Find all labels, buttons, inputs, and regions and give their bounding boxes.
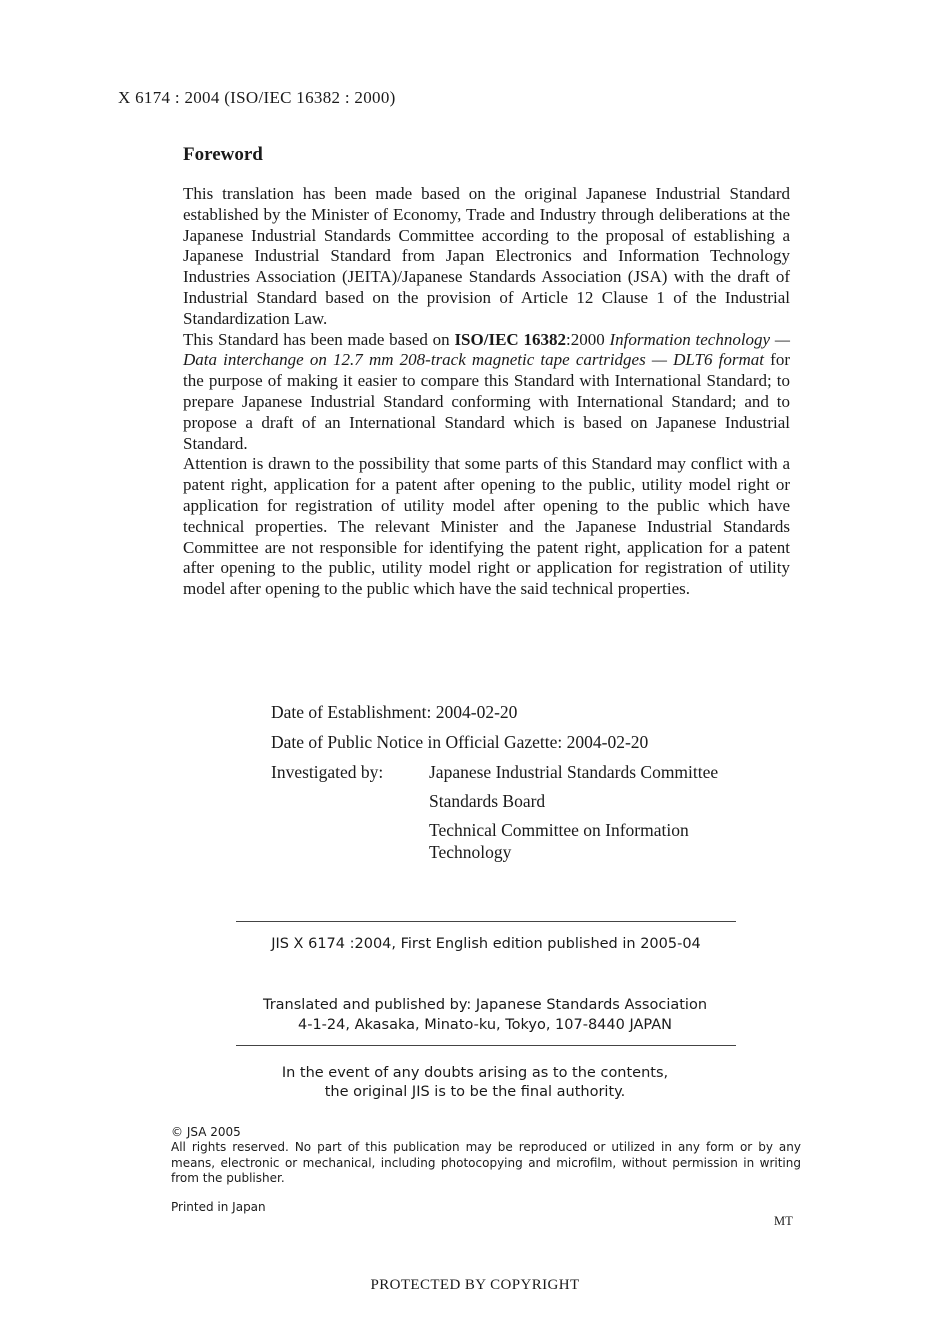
foreword-paragraph-1: This translation has been made based on the original Japanese Industrial Standard established by the Minister of Economy, Trade and Industry through deliberations at the Japanese Industrial Standards Committee according to the proposal of establishing a Japanese Industrial Standard from Japan Electronics and Information Technology Industries Association (JEITA)/Japanese Standards Association (JSA) with the draft of Industrial Standard based on the provision of Article 12 Clause 1 of the Industrial Standardization Law. bbox=[183, 184, 790, 328]
investigator: Japanese Industrial Standards Committee bbox=[429, 762, 719, 782]
publisher-address: 4-1-24, Akasaka, Minato-ku, Tokyo, 107-8440 JAPAN bbox=[297, 1017, 672, 1033]
foreword-paragraph-2 bbox=[183, 330, 790, 455]
printed-in: Printed in Japan bbox=[171, 1200, 266, 1214]
investigators-list bbox=[429, 761, 759, 863]
protected-footer: PROTECTED BY COPYRIGHT bbox=[370, 1277, 580, 1293]
publisher-block bbox=[200, 995, 770, 1035]
translated-by: Translated and published by: Japanese Standards Association bbox=[262, 997, 708, 1013]
para2-rest: for the purpose of making it easier to compare this Standard with International Standard; to prepare Japanese Industrial Standard conforming with International Standard; and to propose a draft of an International Standard which is based on Japanese Industrial Standard. bbox=[183, 350, 790, 453]
document-header: X 6174 : 2004 (ISO/IEC 16382 : 2000) bbox=[118, 88, 396, 107]
doubts-line-1: In the event of any doubts arising as to the contents, bbox=[281, 1065, 669, 1081]
foreword-body bbox=[183, 184, 790, 600]
foreword-title: Foreword bbox=[183, 144, 263, 165]
edition-line: JIS X 6174 :2004, First English edition published in 2005-04 bbox=[271, 936, 701, 952]
iso-title: Information technology — Data interchange on 12.7 mm 208-track magnetic tape cartridges — DLT6 format bbox=[183, 329, 790, 370]
authority-note bbox=[200, 1064, 750, 1102]
para2-intro: This Standard has been made based on bbox=[183, 329, 455, 349]
investigated-by-label: Investigated by: bbox=[271, 762, 384, 782]
date-of-establishment: Date of Establishment: 2004-02-20 bbox=[271, 702, 518, 722]
rights-statement: All rights reserved. No part of this publication may be reproduced or utilized in any form or by any means, electronic or mechanical, including photocopying and microfilm, without permission in writing from the publisher. bbox=[171, 1140, 801, 1185]
iso-reference-year: :2000 bbox=[565, 329, 610, 349]
divider bbox=[236, 921, 736, 922]
date-of-public-notice: Date of Public Notice in Official Gazette: 2004-02-20 bbox=[271, 732, 649, 752]
doubts-line-2: the original JIS is to be the final authority. bbox=[324, 1084, 626, 1100]
divider bbox=[236, 1045, 736, 1046]
printer-code: MT bbox=[774, 1214, 793, 1228]
investigator: Technical Committee on Information Technology bbox=[429, 820, 689, 862]
investigator: Standards Board bbox=[429, 791, 546, 811]
copyright-notice: © JSA 2005 bbox=[171, 1125, 241, 1139]
iso-reference: ISO/IEC 16382 bbox=[454, 329, 566, 349]
foreword-paragraph-3: Attention is drawn to the possibility that some parts of this Standard may conflict with a patent right, application for a patent after opening to the public, utility model right or application for registration of utility model after opening to the public which have technical properties. The relevant Minister and the Japanese Industrial Standards Committee are not responsible for identifying the patent right, application for a patent after opening to the public, utility model right or application for registration of utility model after opening to the public which have the said technical properties. bbox=[183, 454, 790, 599]
